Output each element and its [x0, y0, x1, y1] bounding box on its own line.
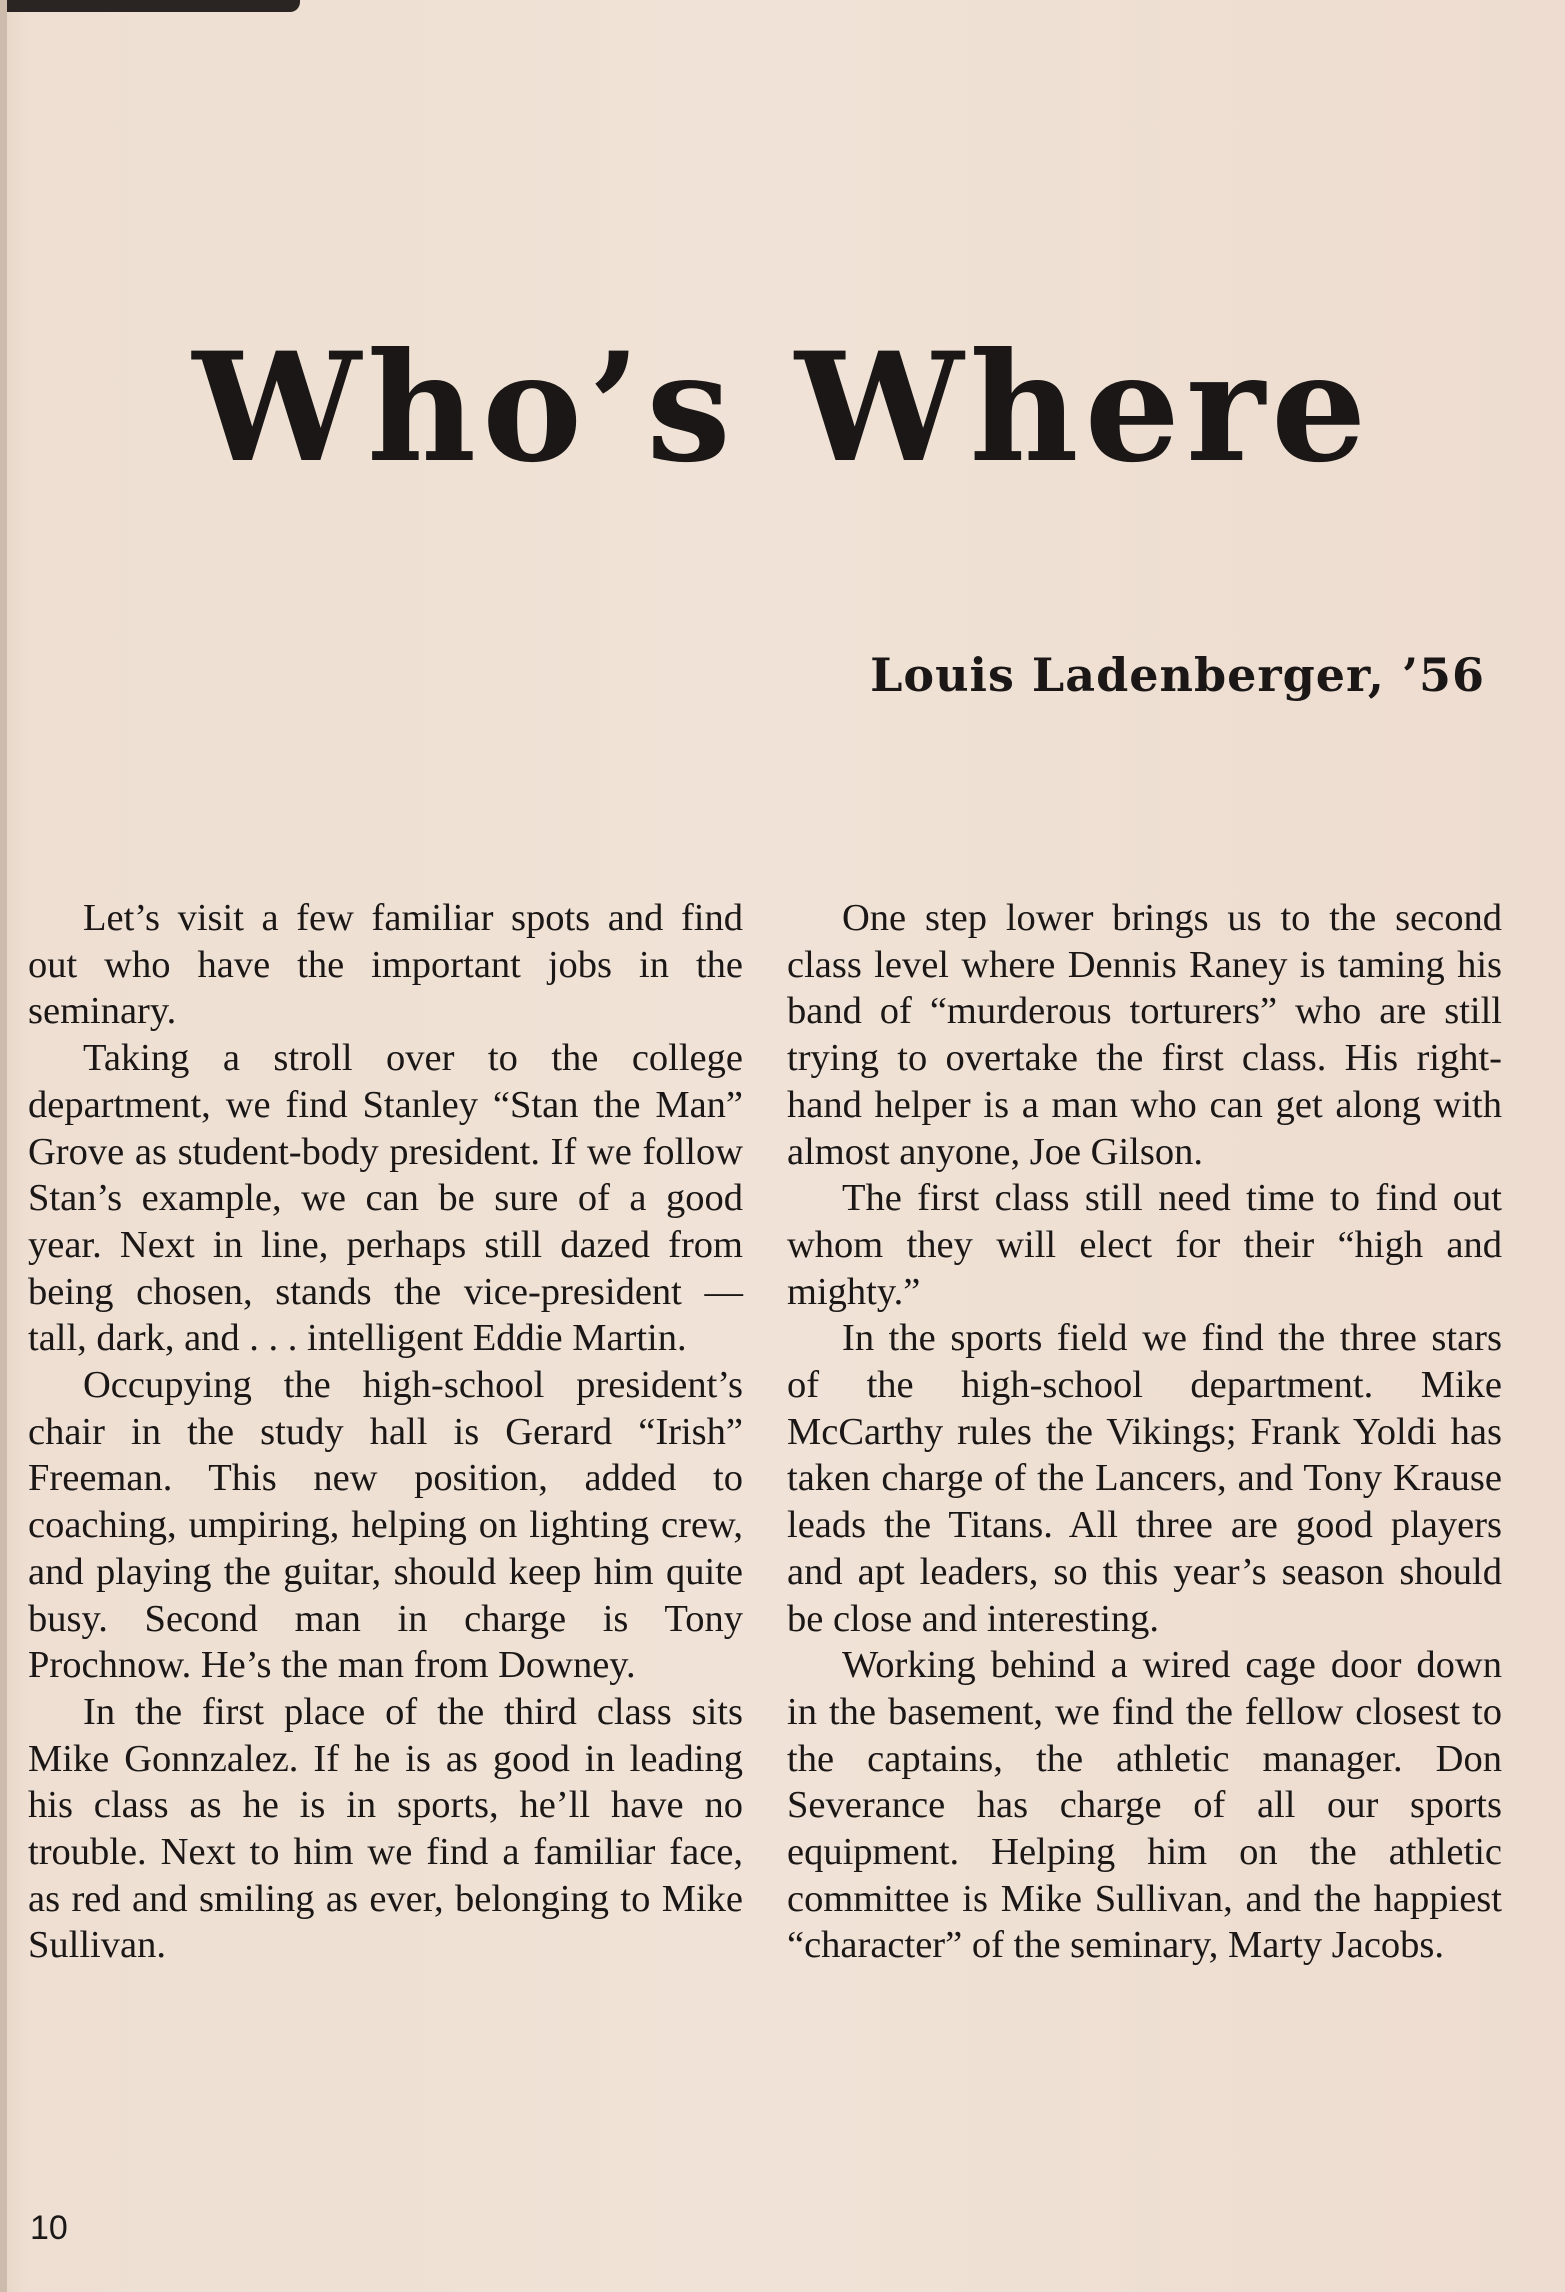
- paragraph: The first class still need time to find out whom they will elect for their “high and mighty.”: [787, 1177, 1502, 1313]
- paragraph: Occupying the high-school president’s chair in the study hall is Gerard “Irish” Freeman. This new position, added to coaching, umpiring, helping on lighting crew, and playing the guitar, should keep him quite busy. Second man in charge is Tony Prochnow. He’s the man from Downey.: [28, 1364, 743, 1687]
- paragraph: In the first place of the third class sits Mike Gonnzalez. If he is as good in leading his class as he is in sports, he’ll have no trouble. Next to him we find a familiar face, as red and smiling as ever, belonging to Mike Sullivan.: [28, 1690, 743, 1967]
- paragraph: Let’s visit a few familiar spots and find out who have the important jobs in the seminary.: [28, 897, 743, 1033]
- paragraph: Working behind a wired cage door down in the basement, we find the fellow closest to the captains, the athletic manager. Don Severance has charge of all our sports equipment. Helping him on the athletic committee is Mike Sullivan, and the happiest “character” of the seminary, Marty Jacobs.: [787, 1644, 1502, 1967]
- ink-smudge: [0, 0, 300, 12]
- paragraph: One step lower brings us to the second class level where Dennis Raney is taming his band of “murderous torturers” who are still trying to overtake the first class. His right-hand helper is a man who can get along with almost anyone, Joe Gilson.: [787, 897, 1502, 1173]
- article-byline: Louis Ladenberger, ’56: [870, 648, 1485, 702]
- article-title: Who’s Where: [192, 320, 1373, 496]
- text-column-right: [787, 895, 1502, 1969]
- page-number: 10: [30, 2209, 68, 2247]
- paragraph: Taking a stroll over to the college department, we find Stanley “Stan the Man” Grove as student-body president. If we follow Stan’s example, we can be sure of a good year. Next in line, perhaps still dazed from being chosen, stands the vice-president — tall, dark, and . . . intelligent Eddie Martin.: [28, 1037, 743, 1360]
- text-column-left: [28, 895, 743, 1969]
- paragraph: In the sports field we find the three stars of the high-school department. Mike McCarthy rules the Vikings; Frank Yoldi has taken charge of the Lancers, and Tony Krause leads the Titans. All three are good players and apt leaders, so this year’s season should be close and interesting.: [787, 1317, 1502, 1640]
